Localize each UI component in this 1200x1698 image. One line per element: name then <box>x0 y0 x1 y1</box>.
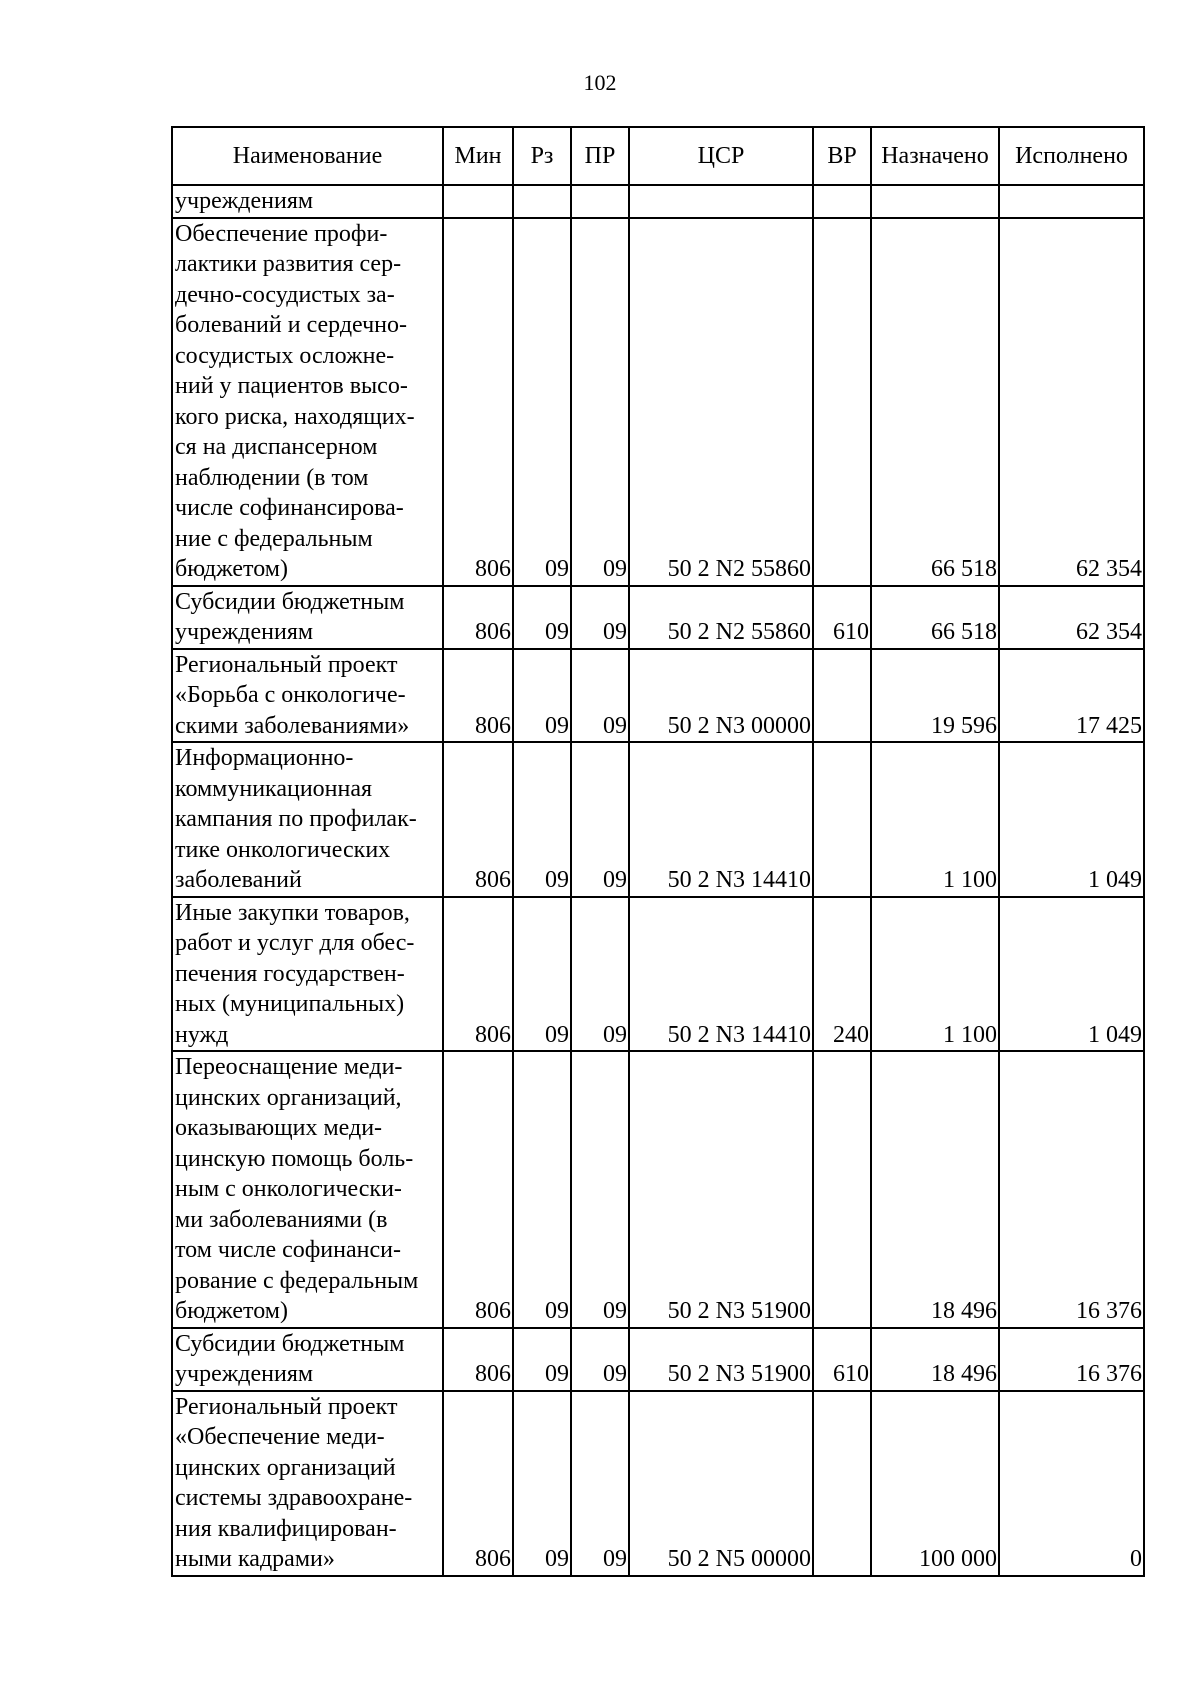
cell-executed: 1 049 <box>999 897 1144 1052</box>
table-row <box>172 218 1144 586</box>
cell-vr <box>813 649 871 743</box>
cell-min: 806 <box>443 1328 513 1391</box>
cell-executed: 16 376 <box>999 1328 1144 1391</box>
cell-csr: 50 2 N3 14410 <box>629 897 813 1052</box>
cell-vr: 610 <box>813 1328 871 1391</box>
cell-csr: 50 2 N2 55860 <box>629 586 813 649</box>
cell-rz: 09 <box>513 1391 571 1576</box>
cell-assigned: 100 000 <box>871 1391 999 1576</box>
table-row <box>172 742 1144 897</box>
header-name: Наименование <box>172 127 443 185</box>
cell-executed: 0 <box>999 1391 1144 1576</box>
cell-rz: 09 <box>513 897 571 1052</box>
header-min: Мин <box>443 127 513 185</box>
cell-csr: 50 2 N3 51900 <box>629 1328 813 1391</box>
cell-csr: 50 2 N3 51900 <box>629 1051 813 1328</box>
cell-name: Переоснащение меди- цинских организаций, оказывающих меди- цинскую помощь боль- ным с онкологически- ми заболеваниями (в том числе софинанси- рование с федеральным бюджетом) <box>172 1051 443 1328</box>
cell-min: 806 <box>443 742 513 897</box>
cell-rz: 09 <box>513 1328 571 1391</box>
cell-rz: 09 <box>513 742 571 897</box>
cell-pr: 09 <box>571 218 629 586</box>
cell-executed <box>999 185 1144 218</box>
cell-assigned: 19 596 <box>871 649 999 743</box>
cell-name: учреждениям <box>172 185 443 218</box>
cell-min: 806 <box>443 586 513 649</box>
cell-name: Субсидии бюджетным учреждениям <box>172 1328 443 1391</box>
table-row-continuation <box>172 185 1144 218</box>
cell-assigned: 66 518 <box>871 218 999 586</box>
cell-name: Субсидии бюджетным учреждениям <box>172 586 443 649</box>
table-row <box>172 1051 1144 1328</box>
cell-min: 806 <box>443 1051 513 1328</box>
cell-min: 806 <box>443 897 513 1052</box>
cell-pr: 09 <box>571 1391 629 1576</box>
cell-executed: 1 049 <box>999 742 1144 897</box>
cell-executed: 17 425 <box>999 649 1144 743</box>
cell-csr <box>629 185 813 218</box>
cell-min: 806 <box>443 649 513 743</box>
cell-csr: 50 2 N3 00000 <box>629 649 813 743</box>
cell-pr: 09 <box>571 649 629 743</box>
cell-pr: 09 <box>571 742 629 897</box>
cell-pr: 09 <box>571 897 629 1052</box>
table-row <box>172 586 1144 649</box>
cell-assigned: 1 100 <box>871 897 999 1052</box>
cell-name: Информационно- коммуникационная кампания по профилак- тике онкологических заболеваний <box>172 742 443 897</box>
cell-rz: 09 <box>513 1051 571 1328</box>
table-row <box>172 649 1144 743</box>
table-row <box>172 1328 1144 1391</box>
page-number: 102 <box>583 70 617 95</box>
cell-name: Региональный проект «Обеспечение меди- цинских организаций системы здравоохране- ния квалифицирован- ными кадрами» <box>172 1391 443 1576</box>
cell-executed: 62 354 <box>999 586 1144 649</box>
cell-name: Иные закупки товаров, работ и услуг для обес- печения государствен- ных (муниципальных) нужд <box>172 897 443 1052</box>
header-assigned: Назначено <box>871 127 999 185</box>
cell-pr: 09 <box>571 586 629 649</box>
cell-executed: 16 376 <box>999 1051 1144 1328</box>
cell-rz: 09 <box>513 218 571 586</box>
budget-table <box>171 126 1145 1577</box>
table-row <box>172 1391 1144 1576</box>
cell-vr: 610 <box>813 586 871 649</box>
cell-rz <box>513 185 571 218</box>
cell-assigned: 18 496 <box>871 1051 999 1328</box>
cell-min <box>443 185 513 218</box>
cell-vr <box>813 1051 871 1328</box>
cell-vr: 240 <box>813 897 871 1052</box>
cell-pr: 09 <box>571 1328 629 1391</box>
cell-name: Региональный проект «Борьба с онкологиче- скими заболеваниями» <box>172 649 443 743</box>
header-executed: Исполнено <box>999 127 1144 185</box>
cell-executed: 62 354 <box>999 218 1144 586</box>
cell-assigned: 1 100 <box>871 742 999 897</box>
cell-vr <box>813 742 871 897</box>
cell-csr: 50 2 N2 55860 <box>629 218 813 586</box>
cell-vr <box>813 1391 871 1576</box>
header-rz: Рз <box>513 127 571 185</box>
cell-pr: 09 <box>571 1051 629 1328</box>
cell-assigned: 66 518 <box>871 586 999 649</box>
header-csr: ЦСР <box>629 127 813 185</box>
header-vr: ВР <box>813 127 871 185</box>
cell-assigned <box>871 185 999 218</box>
cell-assigned: 18 496 <box>871 1328 999 1391</box>
table-row <box>172 897 1144 1052</box>
cell-rz: 09 <box>513 649 571 743</box>
cell-min: 806 <box>443 1391 513 1576</box>
cell-min: 806 <box>443 218 513 586</box>
cell-vr <box>813 218 871 586</box>
cell-name: Обеспечение профи- лактики развития сер- дечно-сосудистых за- болеваний и сердечно- сосудистых осложне- ний у пациентов высо- кого риска, находящих- ся на диспансерном наблюдении (в том числе софинансирова- ние с федеральным бюджетом) <box>172 218 443 586</box>
cell-csr: 50 2 N3 14410 <box>629 742 813 897</box>
cell-vr <box>813 185 871 218</box>
header-pr: ПР <box>571 127 629 185</box>
cell-csr: 50 2 N5 00000 <box>629 1391 813 1576</box>
cell-rz: 09 <box>513 586 571 649</box>
cell-pr <box>571 185 629 218</box>
table-header-row <box>172 127 1144 185</box>
